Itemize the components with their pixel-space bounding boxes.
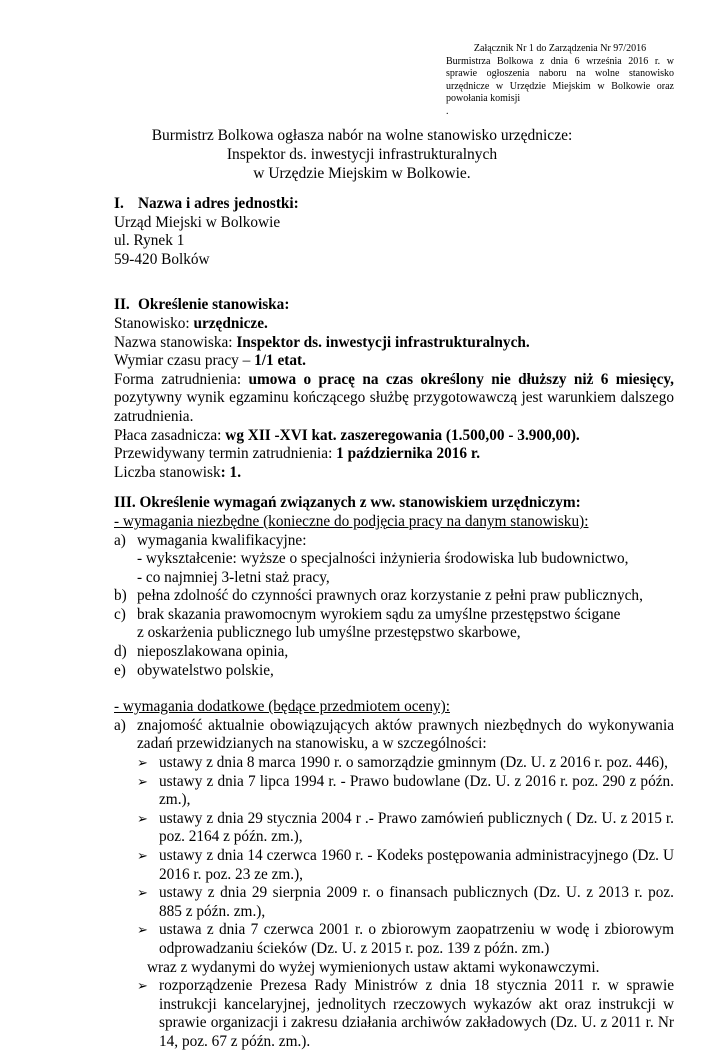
forma-rest: pozytywny wynik egzaminu kończącego służbę przygotowawczą jest warunkiem dalszego zatrudnienia. [114,389,674,425]
document-body [114,195,674,1052]
arrow-bullet-icon: ➢ [137,755,148,771]
law-text: ustawa z dnia 7 czerwca 2001 r. o zbiorowym zaopatrzeniu w wodę i zbiorowym odprowadzaniu ścieków (Dz. U. z 2015 r. poz. 139 z późn. zm.) [159,921,674,957]
list-item [114,587,674,606]
title-line1: Burmistrz Bolkowa ogłasza nabór na wolne stanowisko urzędnicze: [151,127,573,144]
list-item [114,606,674,625]
annex-trail: . [446,105,449,117]
section2-number: II. [114,296,130,314]
liczba-row [114,464,674,483]
section1-heading [114,195,674,214]
wymiar-row [114,352,674,371]
section2-title: Określenie stanowiska: [138,296,290,314]
list-marker: d) [114,643,127,661]
law-text: ustawy z dnia 29 sierpnia 2009 r. o finansach publicznych (Dz. U. z 2013 r. poz. 885 z późn. zm.), [159,884,674,920]
nazwa-label: Nazwa stanowiska: [114,333,237,351]
section1-line: ul. Rynek 1 [114,232,185,250]
arrow-bullet-icon: ➢ [137,922,148,938]
arrow-bullet-icon: ➢ [137,773,148,789]
law-text: rozporządzenie Prezesa Rady Ministrów z dnia 18 stycznia 2011 r. w sprawie instrukcji kancelaryjnej, jednolitych rzeczowych wykazów akt oraz instrukcji w sprawie organizacji i zakresu działania archiwów zakładowych (Dz. U. z 2011 r. Nr 14, poz. 67 z późn. zm.). [159,977,674,1050]
arrow-bullet-icon: ➢ [137,810,148,826]
wymiar-value: 1/1 etat. [254,352,306,370]
section1-line: 59-420 Bolków [114,250,210,268]
list-text: nieposzlakowana opinia, [137,643,289,661]
list-marker: b) [114,587,127,605]
list-marker: e) [114,661,126,679]
law-text: ustawy z dnia 14 czerwca 1960 r. - Kodeks postępowania administracyjnego (Dz. U 2016 r. poz. 23 ze zm.), [159,847,674,883]
placa-label: Płaca zasadnicza: [114,426,226,444]
list-marker: a) [114,716,126,734]
forma-label: Forma zatrudnienia: [114,370,249,388]
termin-label: Przewidywany termin zatrudnienia: [114,445,337,463]
section3-heading [114,494,674,513]
annex-note [446,43,674,119]
law-item [114,921,674,958]
list-marker: c) [114,605,126,623]
law-item [114,773,674,810]
annex-line1: Załącznik Nr 1 do Zarządzenia Nr 97/2016 [473,43,647,54]
title-line3: w Urzędzie Miejskim w Bolkowie. [253,165,471,182]
termin-value: 1 października 2016 r. [336,445,481,463]
annex-text: Burmistrza Bolkowa z dnia 6 września 2016 r. w sprawie ogłoszenia naboru na wolne stanowisko urzędnicze w Urzędzie Miejskim w Bolkowie oraz powołania komisji [446,55,674,105]
placa-value: wg XII -XVI kat. zaszeregowania (1.500,00 - 3.900,00). [225,426,580,444]
arrow-bullet-icon: ➢ [137,848,148,863]
wymiar-label: Wymiar czasu pracy – [114,352,255,370]
arrow-bullet-icon: ➢ [137,978,148,994]
termin-row [114,445,674,464]
section2-heading [114,296,674,315]
section3-title: Określenie wymagań związanych z ww. stanowiskiem urzędniczym: [139,494,581,512]
title-line2: Inspektor ds. inwestycji infrastrukturalnych [226,146,498,163]
section3-number: III. [114,494,136,512]
law-text: ustawy z dnia 29 stycznia 2004 r .- Prawo zamówień publicznych ( Dz. U. z 2015 r. poz. 2164 z późn. zm.), [159,809,674,846]
kwalifikacje-line: - wykształcenie: wyższe o specjalności inżynieria środowiska lub budownictwo, [137,550,629,568]
law-text: ustawy z dnia 7 lipca 1994 r. - Prawo budowlane (Dz. U. z 2016 r. poz. 290 z późn. zm.), [159,772,674,809]
law-text: ustawy z dnia 8 marca 1990 r. o samorządzie gminnym (Dz. U. z 2016 r. poz. 446), [159,754,668,772]
law-item [114,977,674,1051]
nazwa-value: Inspektor ds. inwestycji infrastrukturalnych. [236,333,530,351]
law-item [114,810,674,847]
kwalifikacje-line: - co najmniej 3-letni staż pracy, [137,568,330,586]
law-item [114,847,674,884]
list-continuation: z oskarżenia publicznego lub umyślne przestępstwo skarbowe, [137,624,521,642]
wykonawcze-note: wraz z wydanymi do wyżej wymienionych ustaw aktami wykonawczymi. [147,958,600,976]
stanowisko-row [114,315,674,334]
niezbedne-heading: - wymagania niezbędne (konieczne do podjęcia pracy na danym stanowisku): [114,512,589,530]
list-item [114,532,674,551]
section1-title: Nazwa i adres jednostki: [138,195,299,212]
list-text: znajomość aktualnie obowiązujących aktów prawnych niezbędnych do wykonywania zadań przewidzianych na stanowisku, a w szczególności: [137,716,674,753]
stanowisko-label: Stanowisko: [114,314,194,332]
list-item [114,643,674,662]
page-title [100,126,624,183]
stanowisko-value: urzędnicze. [193,314,268,332]
forma-value: umowa o pracę na czas określony nie dłuższy niż 6 miesięcy, [248,370,674,388]
list-item [114,717,674,754]
list-marker: a) [114,531,126,549]
list-text: obywatelstwo polskie, [137,661,274,679]
list-text: brak skazania prawomocnym wyrokiem sądu za umyślne przestępstwo ścigane [137,605,621,623]
section1-line: Urząd Miejski w Bolkowie [114,213,281,231]
forma-row [114,371,674,427]
arrow-bullet-icon: ➢ [137,885,148,901]
dodatkowe-heading: - wymagania dodatkowe (będące przedmiotem oceny): [114,698,450,716]
law-item [114,754,674,773]
section1-number: I. [114,195,124,212]
liczba-label: Liczba stanowisk [114,463,221,481]
placa-row [114,427,674,446]
law-item [114,884,674,921]
liczba-value: : 1. [220,463,242,481]
list-item [114,662,674,681]
list-text: pełna zdolność do czynności prawnych oraz korzystanie z pełni praw publicznych, [137,587,643,605]
list-text: wymagania kwalifikacyjne: [137,531,307,549]
nazwa-row [114,334,674,353]
